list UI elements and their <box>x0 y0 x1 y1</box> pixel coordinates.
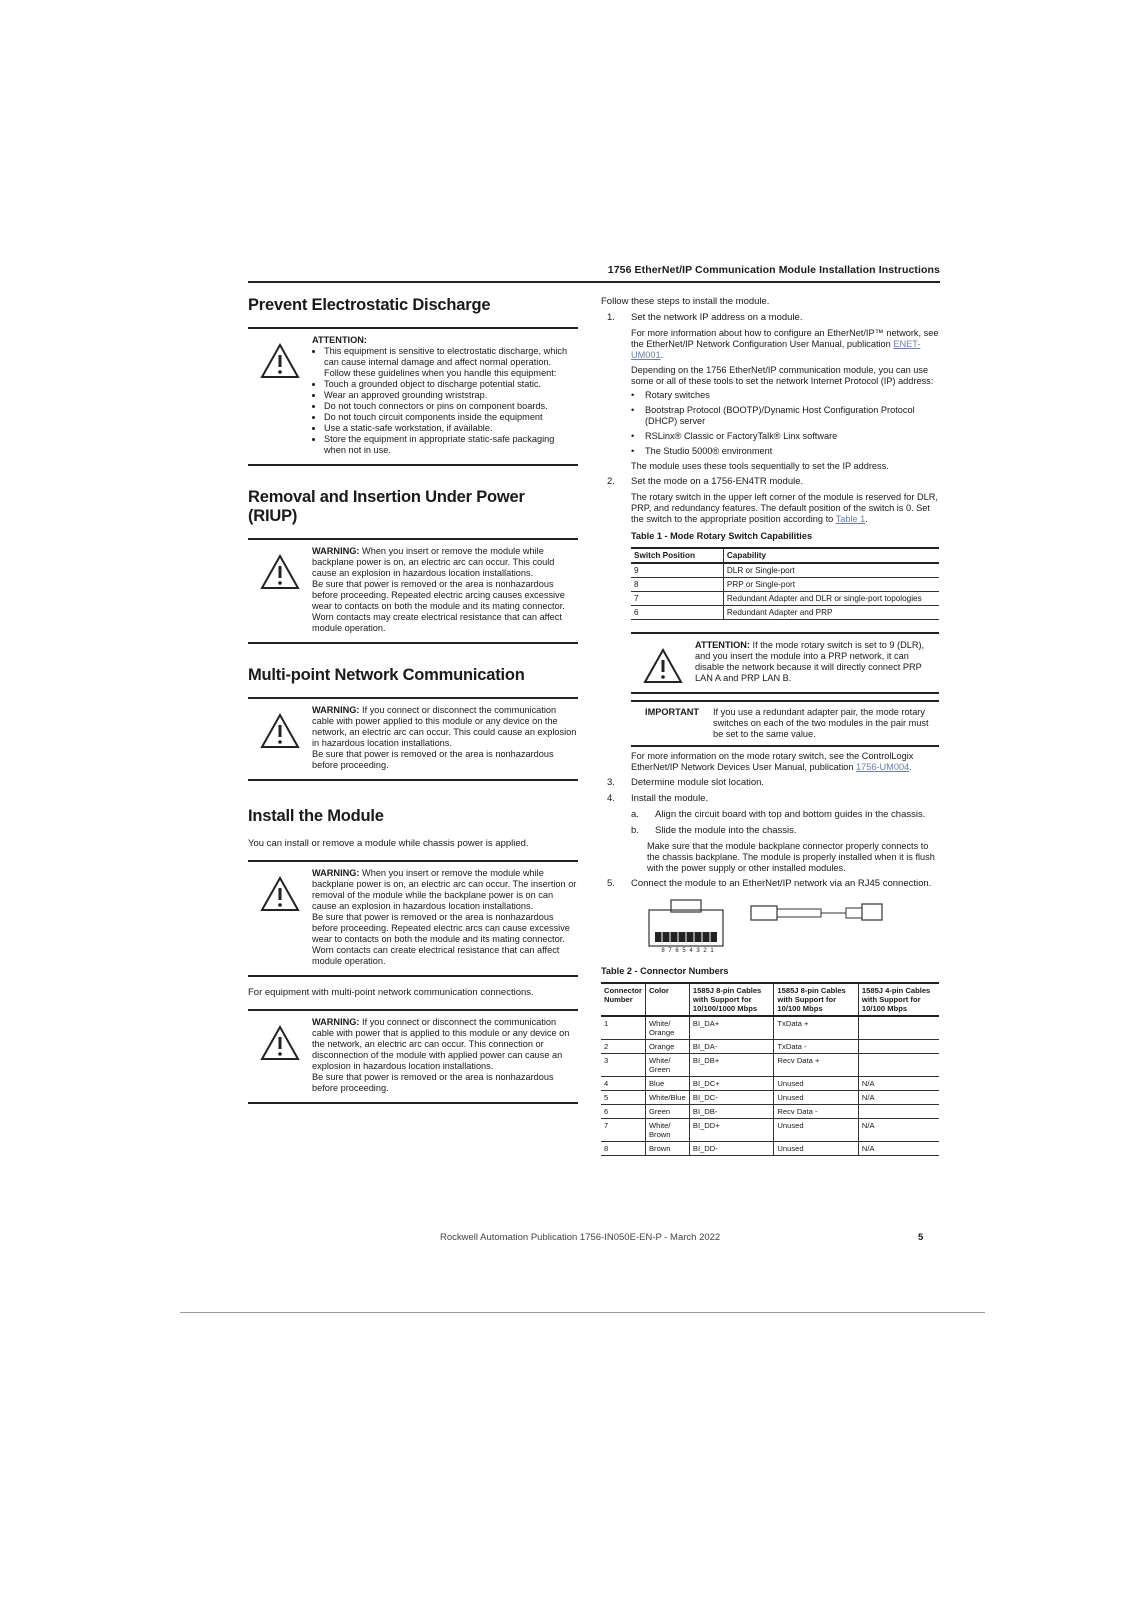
step-1 <box>601 312 939 324</box>
riup-text2: Be sure that power is removed or the area is nonhazardous before proceeding. Repeated electric arcing causes excessive wear to contacts on both the module and its mating connector. Worn contacts may create electrical resistance that can affect module operation. <box>312 579 565 633</box>
table-cell: Unused <box>774 1077 859 1091</box>
table-cell: Recv Data - <box>774 1105 859 1119</box>
table-row <box>601 1142 939 1156</box>
tool-text: RSLinx® Classic or FactoryTalk® Linx software <box>645 431 838 441</box>
table-cell: Unused <box>774 1119 859 1142</box>
table-row <box>601 1091 939 1105</box>
table-cell: White/ Brown <box>645 1119 689 1142</box>
table-cell: Redundant Adapter and PRP <box>723 606 939 620</box>
install-warn1-text2: Be sure that power is removed or the area is nonhazardous before proceeding. Repeated electric arcs can cause excessive wear to contacts on both the module and its mating connector. Worn contacts can create electrical resistance that can affect module operation. <box>312 912 570 966</box>
table-cell: Recv Data + <box>774 1054 859 1077</box>
um004-link[interactable]: 1756-UM004 <box>856 762 910 772</box>
rj45-figure <box>601 896 939 962</box>
table-cell: Brown <box>645 1142 689 1156</box>
multipoint-heading: Multi-point Network Communication <box>248 666 525 684</box>
important-box <box>631 700 939 747</box>
step-text: Install the module. <box>631 793 709 804</box>
step-5 <box>601 878 939 890</box>
list-item: • Wear an approved grounding wriststrap. <box>324 390 578 401</box>
table-cell: BI_DB+ <box>689 1054 774 1077</box>
list-item: • Use a static-safe workstation, if available. <box>324 423 578 434</box>
table-cell: BI_DA+ <box>689 1016 774 1040</box>
substep-letter: b. <box>631 825 639 836</box>
riup-text: When you insert or remove the module while backplane power is on, an electric arc can occur. This could cause an explosion in hazardous location installations. <box>312 546 555 578</box>
step-text: Set the mode on a 1756-EN4TR module. <box>631 476 804 487</box>
install-heading: Install the Module <box>248 807 384 825</box>
step-text: Set the network IP address on a module. <box>631 312 803 323</box>
step-4 <box>601 793 939 805</box>
table-cell: Redundant Adapter and DLR or single-port topologies <box>723 592 939 606</box>
table-cell: N/A <box>858 1119 939 1142</box>
scan-edge-line <box>180 1312 985 1313</box>
table-row <box>601 1016 939 1040</box>
table-cell: 8 <box>631 578 723 592</box>
moreinfo-text: For more information about how to configure an EtherNet/IP™ network, see the EtherNet/IP Network Configuration User Manual, publication <box>631 328 939 349</box>
table-row <box>631 606 939 620</box>
table-row <box>631 563 939 578</box>
table-cell: BI_DA- <box>689 1040 774 1054</box>
table-header: Connector Number <box>601 983 645 1016</box>
table-cell: BI_DD- <box>689 1142 774 1156</box>
table-cell: BI_DB- <box>689 1105 774 1119</box>
table-header: Capability <box>723 548 939 563</box>
page-number: 5 <box>918 1232 924 1243</box>
table-row <box>601 1054 939 1077</box>
right-column <box>601 296 939 1156</box>
table-row <box>601 1119 939 1142</box>
table-cell: 1 <box>601 1016 645 1040</box>
table-cell: Blue <box>645 1077 689 1091</box>
multipoint-label: WARNING: <box>312 705 360 715</box>
install-warn2-text2: Be sure that power is removed or the area is nonhazardous before proceeding. <box>312 1072 554 1093</box>
substep-letter: a. <box>631 809 639 820</box>
table-1-link[interactable]: Table 1 <box>835 514 866 524</box>
step-number: 5. <box>607 878 615 889</box>
step-2 <box>601 476 939 488</box>
list-item: • Do not touch connectors or pins on component boards. <box>324 401 578 412</box>
table-cell: TxData - <box>774 1040 859 1054</box>
list-item: • RSLinx® Classic or FactoryTalk® Linx software <box>631 431 838 441</box>
esd-attention-box <box>248 327 578 466</box>
list-item: • Do not touch circuit components inside the equipment <box>324 412 578 423</box>
warning-triangle-icon <box>248 335 312 456</box>
table-cell: 6 <box>631 606 723 620</box>
table-header: 1585J 8-pin Cables with Support for 10/100 Mbps <box>774 983 859 1016</box>
table-2 <box>601 982 939 1156</box>
table-cell: BI_DC+ <box>689 1077 774 1091</box>
step-4b-text: Make sure that the module backplane connector properly connects to the chassis backplane. The module is properly installed when it is flush with the power supply or other installed modules. <box>647 841 935 873</box>
install-warn2-text: If you connect or disconnect the communication cable with power that is applied to this module or any device on the network, an electric arc can occur. This connection or disconnection of the module with applied power can cause an explosion in hazardous location installations. <box>312 1017 570 1071</box>
table-1 <box>631 547 939 620</box>
moreinfo-mode: For more information on the mode rotary switch, see the ControlLogix EtherNet/IP Network Devices User Manual, publication 1756-UM004. <box>631 751 914 772</box>
step-text: Determine module slot location. <box>631 777 765 788</box>
enet-um001-link[interactable]: ENET-UM001 <box>631 339 921 360</box>
step-1-moreinfo: For more information about how to configure an EtherNet/IP™ network, see the EtherNet/IP Network Configuration User Manual, publication ENET-UM001. <box>631 328 939 360</box>
table-cell: 7 <box>631 592 723 606</box>
table-cell: TxData + <box>774 1016 859 1040</box>
step-number: 4. <box>607 793 615 804</box>
list-item: • This equipment is sensitive to electrostatic discharge, which can cause internal damage and affect normal operation. Follow these guidelines when you handle this equipment: <box>324 346 578 379</box>
table-cell: 2 <box>601 1040 645 1054</box>
step-3 <box>601 777 939 789</box>
table-1-wrap <box>601 531 939 747</box>
table-header: Switch Position <box>631 548 723 563</box>
tool-text: The Studio 5000® environment <box>645 446 773 456</box>
left-column <box>248 296 578 1104</box>
table-cell: Green <box>645 1105 689 1119</box>
step-4a <box>601 809 939 821</box>
riup-heading: Removal and Insertion Under Power (RIUP) <box>248 488 525 525</box>
table-cell <box>858 1016 939 1040</box>
tools-list <box>601 390 939 457</box>
list-item: • Store the equipment in appropriate static-safe packaging when not in use. <box>324 434 578 456</box>
table-header: 1585J 4-pin Cables with Support for 10/100 Mbps <box>858 983 939 1016</box>
table-cell <box>858 1105 939 1119</box>
moreinfo-mode-text: For more information on the mode rotary switch, see the ControlLogix EtherNet/IP Network Devices User Manual, publication <box>631 751 914 772</box>
table-row <box>601 1077 939 1091</box>
multipoint-warning-box <box>248 697 578 781</box>
header-rule <box>248 281 940 283</box>
table-cell: N/A <box>858 1142 939 1156</box>
table-cell: 5 <box>601 1091 645 1105</box>
rj45-connector-icon <box>601 896 939 962</box>
table-row <box>631 592 939 606</box>
install-warning-box <box>248 860 578 977</box>
warning-triangle-icon <box>248 705 312 771</box>
table-cell: PRP or Single-port <box>723 578 939 592</box>
table-1-caption: Table 1 - Mode Rotary Switch Capabilities <box>631 531 813 541</box>
table-row <box>601 1040 939 1054</box>
step-1-depend: Depending on the 1756 EtherNet/IP communication module, you can use some or all of these tools to set the network Internet Protocol (IP) address: <box>631 365 934 386</box>
running-header: 1756 EtherNet/IP Communication Module Installation Instructions <box>607 264 940 276</box>
table-cell: Unused <box>774 1091 859 1105</box>
install-warn1-text: When you insert or remove the module while backplane power is on, an electric arc can occur. The insertion or removal of the module while the backplane power is on can cause an explosion in hazardous location installations. <box>312 868 577 911</box>
rj45-pin-labels: 8 7 6 5 4 3 2 1 <box>661 948 715 954</box>
warning-triangle-icon <box>631 640 695 684</box>
important-text: If you use a redundant adapter pair, the mode rotary switches on each of the two modules in the pair must be set to the same value. <box>713 707 929 739</box>
list-item: • Bootstrap Protocol (BOOTP)/Dynamic Host Configuration Protocol (DHCP) server <box>631 405 939 427</box>
riup-warning-box <box>248 538 578 644</box>
esd-list <box>312 346 578 456</box>
esd-heading: Prevent Electrostatic Discharge <box>248 296 491 314</box>
warning-triangle-icon <box>248 1017 312 1094</box>
install-intro: You can install or remove a module while chassis power is applied. <box>248 838 529 849</box>
multi-intro: For equipment with multi-point network communication connections. <box>248 987 534 998</box>
table-cell: 4 <box>601 1077 645 1091</box>
list-item: • Touch a grounded object to discharge potential static. <box>324 379 578 390</box>
table-cell: White/ Orange <box>645 1016 689 1040</box>
prp-attention-label: ATTENTION: <box>695 640 750 650</box>
table-cell <box>858 1040 939 1054</box>
step-number: 2. <box>607 476 615 487</box>
table-cell: White/ Green <box>645 1054 689 1077</box>
table-cell: BI_DD+ <box>689 1119 774 1142</box>
table-cell: 3 <box>601 1054 645 1077</box>
tool-text: Bootstrap Protocol (BOOTP)/Dynamic Host Configuration Protocol (DHCP) server <box>645 405 915 426</box>
table-cell: 6 <box>601 1105 645 1119</box>
important-label: IMPORTANT <box>645 707 699 717</box>
step-2-body: The rotary switch in the upper left corner of the module is reserved for DLR, PRP, and redundancy features. The default position of the switch is 0. Set the switch to the appropriate position according to <box>631 492 938 524</box>
list-item: • The Studio 5000® environment <box>631 446 773 456</box>
step-number: 3. <box>607 777 615 788</box>
tool-text: Rotary switches <box>645 390 710 400</box>
footer-publication: Rockwell Automation Publication 1756-IN050E-EN-P - March 2022 <box>440 1232 721 1243</box>
table-cell: 8 <box>601 1142 645 1156</box>
step-2-text: The rotary switch in the upper left corner of the module is reserved for DLR, PRP, and redundancy features. The default position of the switch is 0. Set the switch to the appropriate position according to Table 1. <box>631 492 938 524</box>
table-cell: DLR or Single-port <box>723 563 939 578</box>
step-1-seq: The module uses these tools sequentially to set the IP address. <box>631 461 889 471</box>
install-warning-box-2 <box>248 1009 578 1104</box>
table-cell: 9 <box>631 563 723 578</box>
table-header: Color <box>645 983 689 1016</box>
step-number: 1. <box>607 312 615 323</box>
multipoint-text2: Be sure that power is removed or the area is nonhazardous before proceeding. <box>312 749 554 770</box>
riup-label: WARNING: <box>312 546 360 556</box>
table-row <box>631 578 939 592</box>
step-text: Slide the module into the chassis. <box>655 825 797 836</box>
step-text: Connect the module to an EtherNet/IP network via an RJ45 connection. <box>631 878 932 889</box>
table-cell: Orange <box>645 1040 689 1054</box>
multipoint-text: If you connect or disconnect the communication cable with power applied to this module or any device on the network, an electric arc can occur. This could cause an explosion in hazardous location installations. <box>312 705 577 748</box>
table-cell: White/Blue <box>645 1091 689 1105</box>
table-cell: N/A <box>858 1091 939 1105</box>
step-text: Align the circuit board with top and bottom guides in the chassis. <box>655 809 926 820</box>
list-item: • Rotary switches <box>631 390 710 400</box>
steps-intro: Follow these steps to install the module. <box>601 296 770 307</box>
table-cell: Unused <box>774 1142 859 1156</box>
table-2-caption: Table 2 - Connector Numbers <box>601 966 729 976</box>
table-row <box>601 1105 939 1119</box>
esd-label: ATTENTION: <box>312 335 367 345</box>
warning-triangle-icon <box>248 868 312 967</box>
step-4b <box>601 825 939 837</box>
prp-attention-box <box>631 632 939 694</box>
install-warn2-label: WARNING: <box>312 1017 360 1027</box>
table-header: 1585J 8-pin Cables with Support for 10/100/1000 Mbps <box>689 983 774 1016</box>
warning-triangle-icon <box>248 546 312 634</box>
table-cell <box>858 1054 939 1077</box>
table-cell: N/A <box>858 1077 939 1091</box>
table-cell: 7 <box>601 1119 645 1142</box>
install-warn1-label: WARNING: <box>312 868 360 878</box>
prp-attention-text: If the mode rotary switch is set to 9 (DLR), and you insert the module into a PRP network, it can disable the network because it will directly connect PRP LAN A and PRP LAN B. <box>695 640 925 683</box>
table-cell: BI_DC- <box>689 1091 774 1105</box>
